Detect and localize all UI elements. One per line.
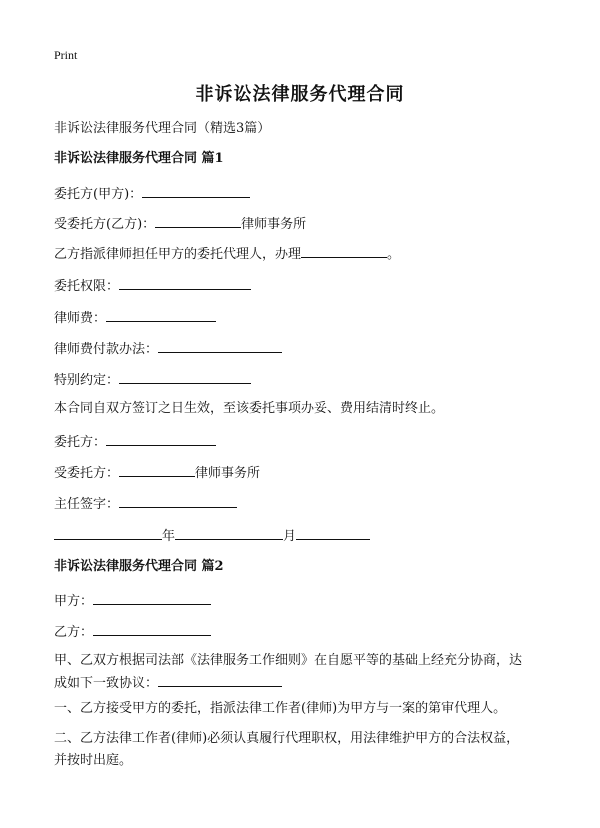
- client-line: [54, 183, 250, 204]
- director-line: [54, 493, 237, 514]
- date-blank-3[interactable]: [296, 525, 370, 540]
- clause-2-line-2: 并按时出庭。: [54, 753, 133, 768]
- payment-blank[interactable]: [158, 338, 282, 353]
- intro-blank[interactable]: [158, 672, 282, 687]
- sign-client-line: [54, 431, 216, 452]
- clause-2: [54, 728, 550, 772]
- section1-heading: 非诉讼法律服务代理合同 篇1: [54, 151, 224, 166]
- party-a-line: [54, 590, 211, 611]
- sign-client-label: 委托方：: [54, 435, 107, 450]
- assign-blank[interactable]: [301, 243, 387, 258]
- page-title: 非诉讼法律服务代理合同: [195, 84, 405, 105]
- clause-1: 一、乙方接受甲方的委托，指派法律工作者(律师)为甲方与一案的第审代理人。: [54, 701, 507, 716]
- authority-line: [54, 275, 251, 296]
- special-blank[interactable]: [119, 369, 251, 384]
- clause-2-line-1: 二、乙方法律工作者(律师)必须认真履行代理职权，用法律维护甲方的合法权益，: [54, 731, 520, 746]
- assign-line: [54, 243, 400, 264]
- date-blank-1[interactable]: [54, 525, 162, 540]
- agent-blank[interactable]: [155, 213, 241, 228]
- party-b-label: 乙方：: [54, 625, 94, 640]
- assign-suffix: 。: [387, 247, 401, 262]
- party-b-line: [54, 621, 211, 642]
- director-blank[interactable]: [119, 493, 237, 508]
- intro-line-1: 甲、乙双方根据司法部《法律服务工作细则》在自愿平等的基础上经充分协商，达: [54, 653, 523, 668]
- agent-label: 受委托方(乙方)：: [54, 217, 156, 232]
- year-label: 年: [162, 529, 176, 544]
- client-blank[interactable]: [142, 183, 250, 198]
- fee-label: 律师费：: [54, 311, 107, 326]
- month-label: 月: [283, 529, 297, 544]
- special-line: [54, 369, 251, 390]
- agent-suffix: 律师事务所: [241, 217, 307, 232]
- intro-line-2: 成如下一致协议：: [54, 676, 159, 691]
- effective-clause: 本合同自双方签订之日生效，至该委托事项办妥、费用结清时终止。: [54, 401, 445, 416]
- agent-line: [54, 213, 306, 234]
- intro-line-2-wrap: [54, 672, 550, 695]
- authority-label: 委托权限：: [54, 279, 120, 294]
- party-a-blank[interactable]: [93, 590, 211, 605]
- intro-paragraph: [54, 650, 550, 695]
- date-blank-2[interactable]: [175, 525, 283, 540]
- sign-agent-suffix: 律师事务所: [195, 466, 261, 481]
- fee-line: [54, 307, 216, 328]
- director-label: 主任签字：: [54, 497, 120, 512]
- party-b-blank[interactable]: [93, 621, 211, 636]
- payment-label: 律师费付款办法：: [54, 342, 159, 357]
- subtitle: 非诉讼法律服务代理合同（精选3篇）: [54, 121, 271, 136]
- sign-agent-line: [54, 462, 260, 483]
- assign-prefix: 乙方指派律师担任甲方的委托代理人，办理: [54, 247, 302, 262]
- sign-client-blank[interactable]: [106, 431, 216, 446]
- section2-heading: 非诉讼法律服务代理合同 篇2: [54, 559, 224, 574]
- fee-blank[interactable]: [106, 307, 216, 322]
- special-label: 特别约定：: [54, 373, 120, 388]
- sign-agent-blank[interactable]: [119, 462, 195, 477]
- payment-line: [54, 338, 282, 359]
- date-line: [54, 525, 370, 546]
- sign-agent-label: 受委托方：: [54, 466, 120, 481]
- authority-blank[interactable]: [119, 275, 251, 290]
- print-link[interactable]: Print: [54, 48, 78, 62]
- client-label: 委托方(甲方)：: [54, 187, 143, 202]
- party-a-label: 甲方：: [54, 594, 94, 609]
